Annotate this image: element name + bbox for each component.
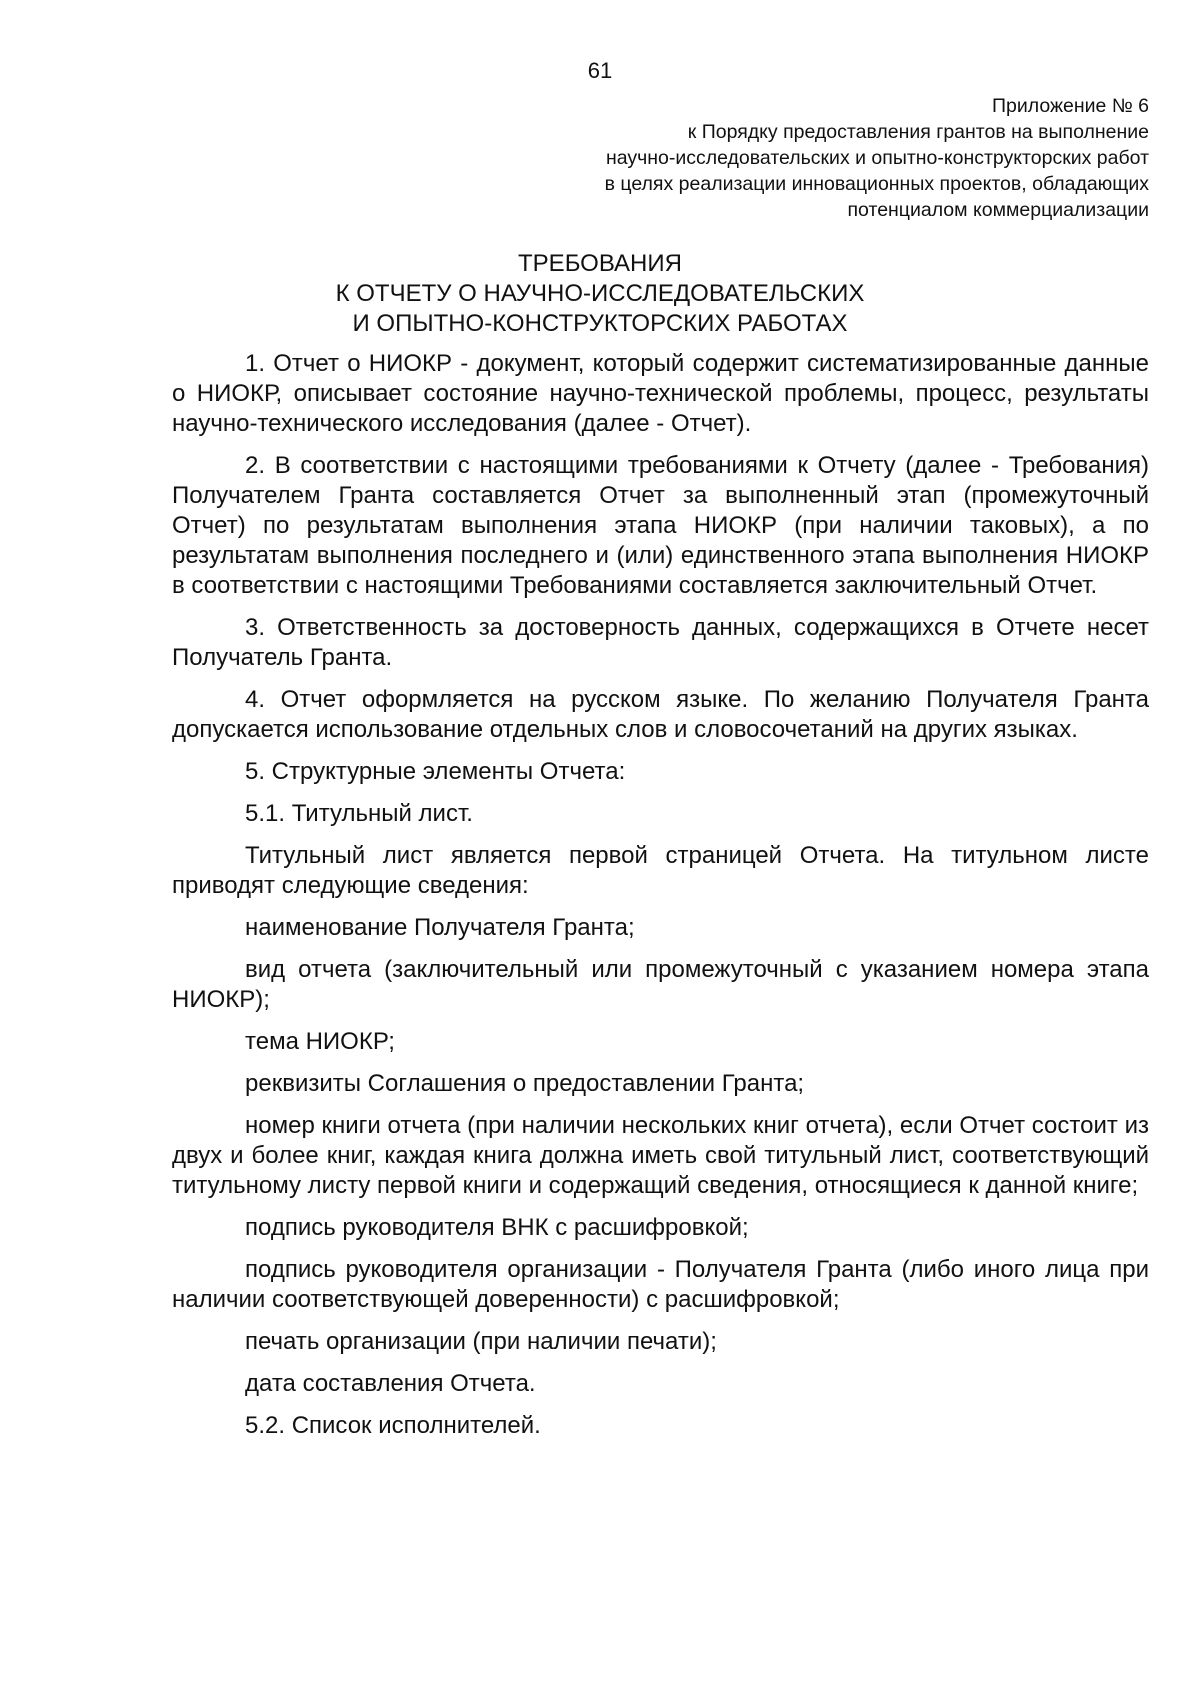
appendix-line: научно-исследовательских и опытно-конструкторских работ [605, 147, 1149, 169]
page-number: 61 [587, 58, 613, 83]
paragraph-title-page-intro: Титульный лист является первой страницей Отчета. На титульном листе приводят следующие сведения: [172, 842, 1149, 899]
paragraph-5-2: 5.2. Список исполнителей. [245, 1412, 541, 1439]
list-item-vnk-signature: подпись руководителя ВНК с расшифровкой; [245, 1214, 749, 1241]
document-body [172, 349, 1149, 1453]
list-item-report-type: вид отчета (заключительный или промежуточный с указанием номера этапа НИОКР); [172, 956, 1149, 1013]
list-item-seal: печать организации (при наличии печати); [245, 1328, 717, 1355]
title-line: ТРЕБОВАНИЯ [518, 250, 682, 277]
list-item-topic: тема НИОКР; [245, 1028, 395, 1055]
appendix-line: к Порядку предоставления грантов на выполнение [687, 121, 1149, 143]
paragraph-3: 3. Ответственность за достоверность данных, содержащихся в Отчете несет Получатель Гранта. [172, 614, 1149, 671]
appendix-line: потенциалом коммерциализации [847, 199, 1149, 221]
paragraph-1: 1. Отчет о НИОКР - документ, который содержит систематизированные данные о НИОКР, описывает состояние научно-технической проблемы, процесс, результаты научно-технического исследования (далее - Отчет). [172, 350, 1149, 437]
appendix-line: в целях реализации инновационных проектов, обладающих [604, 173, 1149, 195]
list-item-agreement-details: реквизиты Соглашения о предоставлении Гранта; [245, 1070, 805, 1097]
title-line: К ОТЧЕТУ О НАУЧНО-ИССЛЕДОВАТЕЛЬСКИХ [335, 280, 865, 307]
paragraph-5: 5. Структурные элементы Отчета: [245, 758, 626, 785]
paragraph-5-1: 5.1. Титульный лист. [245, 800, 473, 827]
paragraph-2: 2. В соответствии с настоящими требованиями к Отчету (далее - Требования) Получателем Гранта составляется Отчет за выполненный этап (промежуточный Отчет) по результатам выполнения этапа НИОКР (при наличии таковых), а по результатам выполнения последнего и (или) единственного этапа выполнения НИОКР в соответствии с настоящими Требованиями составляется заключительный Отчет. [172, 452, 1149, 599]
list-item-date: дата составления Отчета. [245, 1370, 536, 1397]
appendix-header [429, 93, 1149, 223]
title-line: И ОПЫТНО-КОНСТРУКТОРСКИХ РАБОТАХ [352, 310, 848, 337]
appendix-line: Приложение № 6 [992, 95, 1149, 117]
document-title [0, 249, 1200, 339]
paragraph-4: 4. Отчет оформляется на русском языке. По желанию Получателя Гранта допускается использование отдельных слов и словосочетаний на других языках. [172, 686, 1149, 743]
list-item-recipient-name: наименование Получателя Гранта; [245, 914, 635, 941]
list-item-org-signature: подпись руководителя организации - Получателя Гранта (либо иного лица при наличии соответствующей доверенности) с расшифровкой; [172, 1256, 1149, 1313]
list-item-book-number: номер книги отчета (при наличии нескольких книг отчета), если Отчет состоит из двух и более книг, каждая книга должна иметь свой титульный лист, соответствующий титульному листу первой книги и содержащий сведения, относящиеся к данной книге; [172, 1112, 1149, 1199]
